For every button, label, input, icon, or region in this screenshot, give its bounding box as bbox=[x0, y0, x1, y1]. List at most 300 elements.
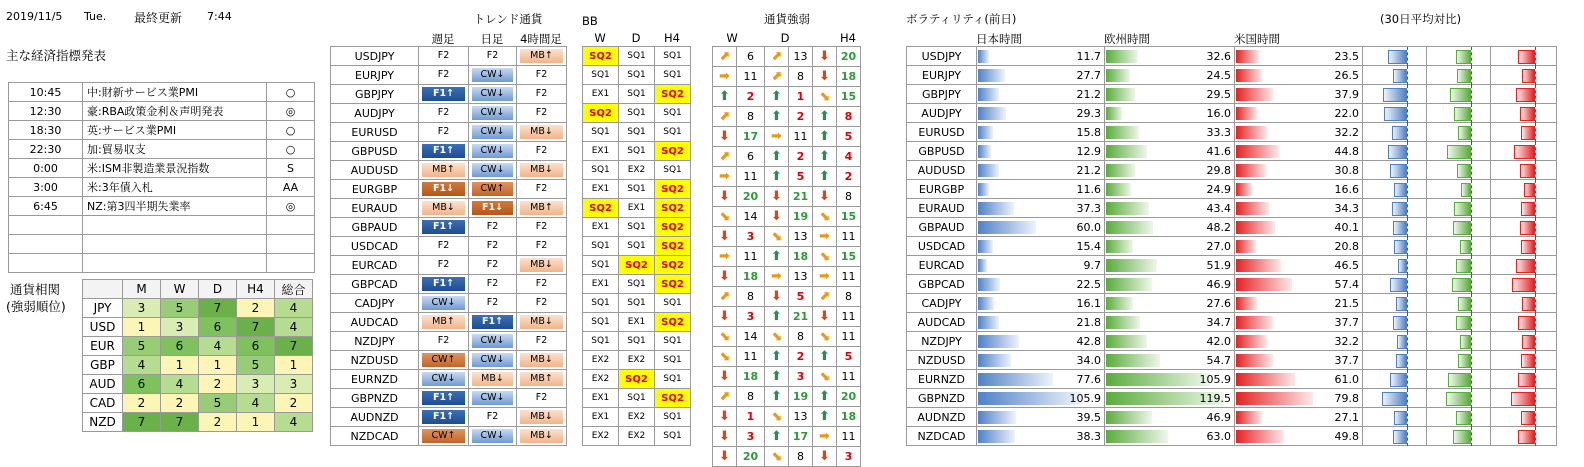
trend-badge: F2 bbox=[535, 278, 548, 289]
trend-badge: MB↓ bbox=[520, 163, 563, 177]
vol-average-line bbox=[1407, 370, 1408, 389]
trend-badge: MB↑ bbox=[422, 315, 465, 329]
strength-value: 8 bbox=[837, 107, 861, 127]
vol-value: 42.8 bbox=[1076, 334, 1101, 348]
vol-compare-cell bbox=[1363, 351, 1427, 370]
vol-compare-bar bbox=[1456, 316, 1471, 330]
vol-bar bbox=[1106, 278, 1152, 291]
trend-cell bbox=[419, 66, 469, 85]
event-row bbox=[9, 197, 315, 216]
correlation-row bbox=[83, 337, 313, 356]
trend-cell bbox=[517, 332, 567, 351]
pair-row bbox=[331, 123, 691, 142]
trend-badge: F1↑ bbox=[472, 315, 513, 329]
vol-value: 38.3 bbox=[1076, 429, 1101, 443]
strength-row bbox=[713, 147, 861, 167]
event-name: 米:ISM非製造業景況指数 bbox=[83, 159, 267, 178]
pair-row bbox=[331, 389, 691, 408]
vol-compare-cell bbox=[1427, 332, 1491, 351]
vol-average-line bbox=[1471, 275, 1472, 294]
correlation-rank: 3 bbox=[161, 318, 199, 337]
event-row bbox=[9, 121, 315, 140]
trend-badge: MB↓ bbox=[520, 315, 563, 329]
vol-compare-cell bbox=[1363, 294, 1427, 313]
pair-name: EURGBP bbox=[331, 180, 419, 199]
pair-row bbox=[331, 218, 691, 237]
vol-compare-cell bbox=[1491, 237, 1557, 256]
vol-cell bbox=[1105, 370, 1235, 389]
spacer bbox=[567, 237, 583, 256]
bb-cell: SQ2 bbox=[655, 142, 691, 161]
bb-cell: SQ1 bbox=[583, 66, 619, 85]
event-name: 豪:RBA政策金利＆声明発表 bbox=[83, 102, 267, 121]
strength-arrow-icon: ⬇ bbox=[713, 407, 737, 427]
strength-value: 13 bbox=[789, 227, 813, 247]
spacer bbox=[567, 66, 583, 85]
vol-pair-name: GBPAUD bbox=[907, 218, 977, 237]
bb-title: BB bbox=[582, 14, 598, 28]
trend-badge: CW↓ bbox=[472, 163, 513, 177]
trend-cell bbox=[469, 66, 517, 85]
vol-compare-cell bbox=[1363, 142, 1427, 161]
correlation-rank: 6 bbox=[237, 337, 275, 356]
pair-name: AUDNZD bbox=[331, 408, 419, 427]
trend-badge: F2 bbox=[535, 107, 548, 118]
vol-bar bbox=[1236, 145, 1279, 158]
vol-bar bbox=[1236, 126, 1267, 139]
vol-bar bbox=[978, 373, 1053, 386]
vol-cell bbox=[1105, 237, 1235, 256]
bb-cell: SQ1 bbox=[655, 332, 691, 351]
vol-average-line bbox=[1471, 142, 1472, 161]
vol-cell bbox=[1235, 104, 1363, 123]
trend-cell bbox=[469, 123, 517, 142]
vol-compare-bar bbox=[1383, 88, 1407, 102]
vol-compare-cell bbox=[1363, 218, 1427, 237]
vol-value: 77.6 bbox=[1076, 372, 1101, 386]
bb-cell: SQ1 bbox=[655, 351, 691, 370]
strength-value: 11 bbox=[737, 247, 765, 267]
vol-bar bbox=[1236, 164, 1266, 177]
trend-badge: F2 bbox=[437, 240, 450, 251]
vol-us-header: 米国時間 bbox=[1234, 32, 1280, 46]
vol-value: 16.1 bbox=[1076, 296, 1101, 310]
vol-cell bbox=[1105, 199, 1235, 218]
pair-name: NZDCAD bbox=[331, 427, 419, 446]
vol-compare-bar bbox=[1450, 88, 1471, 102]
vol-compare-bar bbox=[1516, 259, 1535, 273]
vol-value: 16.6 bbox=[1334, 182, 1359, 196]
vol-pair-name: NZDUSD bbox=[907, 351, 977, 370]
bb-cell: SQ2 bbox=[583, 47, 619, 66]
strength-value: 11 bbox=[837, 367, 861, 387]
strength-arrow-icon: ⬆ bbox=[765, 387, 789, 407]
strength-value: 20 bbox=[837, 47, 861, 67]
vol-cell bbox=[1235, 313, 1363, 332]
strength-arrow-icon: ⬇ bbox=[765, 287, 789, 307]
bb-cell: SQ1 bbox=[619, 180, 655, 199]
vol-cell bbox=[1235, 180, 1363, 199]
vol-value: 37.7 bbox=[1334, 315, 1359, 329]
bb-cell: SQ2 bbox=[619, 370, 655, 389]
trend-cell bbox=[419, 351, 469, 370]
vol-compare-bar bbox=[1522, 335, 1535, 349]
strength-value: 8 bbox=[737, 387, 765, 407]
correlation-row bbox=[83, 394, 313, 413]
vol-average-line bbox=[1535, 104, 1536, 123]
vol-cell bbox=[1235, 275, 1363, 294]
trend-cell bbox=[419, 256, 469, 275]
strength-arrow-icon: ⬈ bbox=[813, 287, 837, 307]
pair-row bbox=[331, 47, 691, 66]
vol-row bbox=[907, 142, 1557, 161]
trend-cell bbox=[419, 142, 469, 161]
trend-cell bbox=[419, 180, 469, 199]
vol-bar bbox=[978, 354, 1011, 367]
vol-compare-cell bbox=[1427, 294, 1491, 313]
pair-row bbox=[331, 256, 691, 275]
vol-pair-name: GBPJPY bbox=[907, 85, 977, 104]
vol-value: 46.9 bbox=[1206, 410, 1231, 424]
vol-cell bbox=[977, 85, 1105, 104]
strength-row bbox=[713, 407, 861, 427]
vol-cell bbox=[977, 218, 1105, 237]
correlation-rank: 4 bbox=[161, 375, 199, 394]
event-importance: ○ bbox=[267, 83, 315, 102]
vol-compare-cell bbox=[1491, 66, 1557, 85]
vol-value: 15.4 bbox=[1076, 239, 1101, 253]
bb-cell: SQ2 bbox=[655, 85, 691, 104]
strength-arrow-icon: ⬇ bbox=[813, 47, 837, 67]
vol-cell bbox=[977, 389, 1105, 408]
strength-d-header: D bbox=[780, 31, 790, 45]
vol-value: 46.9 bbox=[1206, 277, 1231, 291]
vol-pair-name: AUDCAD bbox=[907, 313, 977, 332]
vol-compare-cell bbox=[1363, 161, 1427, 180]
strength-value: 20 bbox=[837, 387, 861, 407]
pair-name: GBPAUD bbox=[331, 218, 419, 237]
vol-value: 21.8 bbox=[1076, 315, 1101, 329]
vol-compare-bar bbox=[1448, 373, 1471, 387]
vol-cell bbox=[1105, 332, 1235, 351]
trend-cell bbox=[419, 408, 469, 427]
vol-compare-bar bbox=[1446, 392, 1471, 406]
trend-cell bbox=[517, 427, 567, 446]
vol-cell bbox=[977, 199, 1105, 218]
vol-compare-bar bbox=[1518, 373, 1535, 387]
strength-value: 19 bbox=[789, 207, 813, 227]
vol-compare-cell bbox=[1491, 180, 1557, 199]
strength-value: 18 bbox=[737, 267, 765, 287]
vol-compare-cell bbox=[1363, 85, 1427, 104]
pair-row bbox=[331, 66, 691, 85]
bb-cell: SQ2 bbox=[655, 180, 691, 199]
vol-compare-bar bbox=[1390, 278, 1407, 292]
trend-badge: F2 bbox=[535, 183, 548, 194]
vol-bar bbox=[1236, 88, 1273, 101]
correlation-rank: 5 bbox=[237, 356, 275, 375]
vol-row bbox=[907, 351, 1557, 370]
vol-bar bbox=[1106, 88, 1135, 101]
event-name: 中:財新サービス業PMI bbox=[83, 83, 267, 102]
event-importance bbox=[267, 254, 315, 273]
strength-row bbox=[713, 367, 861, 387]
spacer bbox=[567, 85, 583, 104]
vol-bar bbox=[978, 392, 1081, 405]
strength-value: 11 bbox=[837, 227, 861, 247]
strength-value: 19 bbox=[789, 387, 813, 407]
vol-average-line bbox=[1535, 47, 1536, 66]
vol-compare-bar bbox=[1453, 221, 1471, 235]
trend-badge: F1↑ bbox=[422, 277, 465, 291]
correlation-currency: EUR bbox=[83, 337, 123, 356]
vol-compare-cell bbox=[1363, 370, 1427, 389]
bb-cell: SQ2 bbox=[655, 218, 691, 237]
strength-arrow-icon: ➡ bbox=[713, 247, 737, 267]
vol-average-line bbox=[1535, 66, 1536, 85]
spacer bbox=[567, 313, 583, 332]
vol-pair-name: EURNZD bbox=[907, 370, 977, 389]
vol-bar bbox=[1106, 69, 1130, 82]
trend-badge: F2 bbox=[437, 69, 450, 80]
vol-bar bbox=[1236, 354, 1273, 367]
bb-cell: SQ1 bbox=[619, 142, 655, 161]
vol-average-line bbox=[1535, 237, 1536, 256]
vol-cell bbox=[977, 66, 1105, 85]
vol-average-line bbox=[1407, 275, 1408, 294]
strength-value: 13 bbox=[789, 267, 813, 287]
bb-cell: EX2 bbox=[583, 370, 619, 389]
trend-cell bbox=[517, 351, 567, 370]
strength-arrow-icon: ➡ bbox=[713, 67, 737, 87]
bb-cell: SQ1 bbox=[619, 389, 655, 408]
vol-bar bbox=[1106, 411, 1152, 424]
vol-compare-bar bbox=[1514, 145, 1535, 159]
vol-compare-cell bbox=[1491, 104, 1557, 123]
trend-badge: F2 bbox=[437, 259, 450, 270]
vol-compare-bar bbox=[1458, 297, 1471, 311]
trend-badge: MB↓ bbox=[422, 201, 465, 215]
strength-arrow-icon: ⬆ bbox=[765, 147, 789, 167]
trend-cell bbox=[419, 332, 469, 351]
pair-name: GBPUSD bbox=[331, 142, 419, 161]
bb-cell: SQ2 bbox=[619, 256, 655, 275]
vol-row bbox=[907, 180, 1557, 199]
vol-cell bbox=[977, 180, 1105, 199]
vol-row bbox=[907, 237, 1557, 256]
correlation-rank: 7 bbox=[275, 337, 313, 356]
strength-arrow-icon: ⬈ bbox=[765, 47, 789, 67]
vol-cell bbox=[1105, 294, 1235, 313]
event-name bbox=[83, 254, 267, 273]
strength-value: 6 bbox=[737, 147, 765, 167]
strength-row bbox=[713, 167, 861, 187]
vol-value: 33.3 bbox=[1206, 125, 1231, 139]
bb-cell: SQ1 bbox=[619, 85, 655, 104]
vol-average-line bbox=[1471, 351, 1472, 370]
strength-arrow-icon: ⬆ bbox=[713, 87, 737, 107]
vol-value: 11.7 bbox=[1076, 49, 1101, 63]
trend-cell bbox=[517, 123, 567, 142]
spacer bbox=[567, 161, 583, 180]
bb-cell: SQ1 bbox=[583, 294, 619, 313]
trend-cell bbox=[517, 408, 567, 427]
vol-average-line bbox=[1407, 47, 1408, 66]
bb-cell: SQ1 bbox=[655, 161, 691, 180]
event-importance: S bbox=[267, 159, 315, 178]
vol-pair-name: CADJPY bbox=[907, 294, 977, 313]
trend-cell bbox=[419, 218, 469, 237]
strength-row bbox=[713, 447, 861, 467]
trend-cell bbox=[517, 142, 567, 161]
vol-average-line bbox=[1535, 199, 1536, 218]
vol-bar bbox=[978, 316, 999, 329]
trend-cell bbox=[469, 199, 517, 218]
vol-bar bbox=[1236, 183, 1252, 196]
pair-row bbox=[331, 370, 691, 389]
correlation-rank: 4 bbox=[123, 356, 161, 375]
bb-cell: SQ1 bbox=[583, 332, 619, 351]
vol-bar bbox=[978, 202, 1014, 215]
correlation-currency: JPY bbox=[83, 299, 123, 318]
trend-badge: F1↑ bbox=[422, 144, 465, 158]
strength-arrow-icon: ⬆ bbox=[813, 347, 837, 367]
vol-bar bbox=[1106, 335, 1147, 348]
vol-row bbox=[907, 389, 1557, 408]
vol-compare-cell bbox=[1427, 218, 1491, 237]
correlation-rank: 5 bbox=[123, 337, 161, 356]
vol-value: 15.8 bbox=[1076, 125, 1101, 139]
vol-compare-bar bbox=[1447, 145, 1471, 159]
correlation-currency: GBP bbox=[83, 356, 123, 375]
vol-cell bbox=[1105, 66, 1235, 85]
pair-name: EURNZD bbox=[331, 370, 419, 389]
spacer bbox=[567, 104, 583, 123]
vol-cell bbox=[977, 104, 1105, 123]
event-importance: ○ bbox=[267, 121, 315, 140]
vol-compare-cell bbox=[1491, 161, 1557, 180]
bb-cell: EX1 bbox=[583, 180, 619, 199]
bb-h4-header: H4 bbox=[664, 31, 680, 45]
trend-bb-table bbox=[330, 46, 691, 446]
trend-title: トレンド通貨 bbox=[473, 12, 543, 26]
bb-cell: SQ1 bbox=[583, 237, 619, 256]
strength-arrow-icon: ⬈ bbox=[713, 387, 737, 407]
vol-compare-bar bbox=[1388, 145, 1407, 159]
correlation-rank: 2 bbox=[275, 394, 313, 413]
strength-arrow-icon: ⬇ bbox=[713, 427, 737, 447]
vol-row bbox=[907, 66, 1557, 85]
event-row bbox=[9, 140, 315, 159]
vol-row bbox=[907, 256, 1557, 275]
vol-cell bbox=[1235, 256, 1363, 275]
vol-average-line bbox=[1535, 427, 1536, 446]
pair-row bbox=[331, 408, 691, 427]
vol-bar bbox=[1236, 316, 1273, 329]
vol-value: 29.3 bbox=[1076, 106, 1101, 120]
strength-value: 3 bbox=[789, 367, 813, 387]
trend-cell bbox=[419, 123, 469, 142]
vol-cell bbox=[1235, 85, 1363, 104]
bb-cell: SQ1 bbox=[619, 294, 655, 313]
bb-cell: EX2 bbox=[619, 351, 655, 370]
trend-cell bbox=[517, 370, 567, 389]
strength-arrow-icon: ⬇ bbox=[713, 267, 737, 287]
vol-bar bbox=[1236, 335, 1267, 348]
vol-value: 34.3 bbox=[1334, 201, 1359, 215]
vol-value: 57.4 bbox=[1334, 277, 1359, 291]
trend-cell bbox=[469, 408, 517, 427]
trend-cell bbox=[517, 66, 567, 85]
vol-compare-cell bbox=[1427, 180, 1491, 199]
vol-value: 79.8 bbox=[1334, 391, 1359, 405]
strength-value: 5 bbox=[837, 347, 861, 367]
bb-cell: SQ1 bbox=[619, 104, 655, 123]
strength-value: 14 bbox=[737, 327, 765, 347]
vol-cell bbox=[1105, 389, 1235, 408]
vol-compare-cell bbox=[1427, 427, 1491, 446]
vol-bar bbox=[978, 221, 1036, 234]
strength-value: 8 bbox=[789, 327, 813, 347]
vol-value: 23.5 bbox=[1334, 49, 1359, 63]
event-time: 10:45 bbox=[9, 83, 83, 102]
trend-cell bbox=[517, 180, 567, 199]
strength-value: 2 bbox=[789, 347, 813, 367]
strength-value: 3 bbox=[737, 227, 765, 247]
correlation-subtitle: (強弱順位) bbox=[6, 299, 66, 314]
correlation-rank: 7 bbox=[237, 318, 275, 337]
trend-cell bbox=[419, 275, 469, 294]
vol-value: 32.6 bbox=[1206, 49, 1231, 63]
correlation-header-row bbox=[83, 280, 313, 299]
vol-compare-cell bbox=[1427, 389, 1491, 408]
vol-value: 24.5 bbox=[1206, 68, 1231, 82]
vol-average-line bbox=[1471, 123, 1472, 142]
vol-compare-cell bbox=[1427, 104, 1491, 123]
vol-bar bbox=[978, 145, 991, 158]
vol-row bbox=[907, 408, 1557, 427]
strength-arrow-icon: ⬈ bbox=[713, 107, 737, 127]
trend-cell bbox=[469, 294, 517, 313]
vol-compare-bar bbox=[1520, 107, 1535, 121]
vol-average-line bbox=[1407, 142, 1408, 161]
strength-row bbox=[713, 47, 861, 67]
trend-badge: MB↓ bbox=[520, 353, 563, 367]
strength-row bbox=[713, 107, 861, 127]
vol-bar bbox=[1106, 221, 1153, 234]
trend-cell bbox=[469, 237, 517, 256]
vol-bar bbox=[978, 297, 994, 310]
bb-cell: EX2 bbox=[619, 427, 655, 446]
vol-compare-bar bbox=[1520, 221, 1535, 235]
strength-row bbox=[713, 327, 861, 347]
vol-cell bbox=[1105, 313, 1235, 332]
vol-compare-bar bbox=[1522, 297, 1535, 311]
vol-average-line bbox=[1535, 332, 1536, 351]
bb-cell: SQ1 bbox=[655, 408, 691, 427]
vol-value: 29.8 bbox=[1206, 163, 1231, 177]
correlation-rank: 2 bbox=[199, 413, 237, 432]
correlation-rank: 3 bbox=[275, 375, 313, 394]
vol-compare-bar bbox=[1457, 164, 1471, 178]
pair-row bbox=[331, 294, 691, 313]
vol-bar bbox=[978, 411, 1016, 424]
vol-cell bbox=[1235, 389, 1363, 408]
vol-compare-bar bbox=[1452, 278, 1471, 292]
vol-average-line bbox=[1471, 47, 1472, 66]
trend-badge: F1↓ bbox=[422, 182, 465, 196]
strength-row bbox=[713, 87, 861, 107]
